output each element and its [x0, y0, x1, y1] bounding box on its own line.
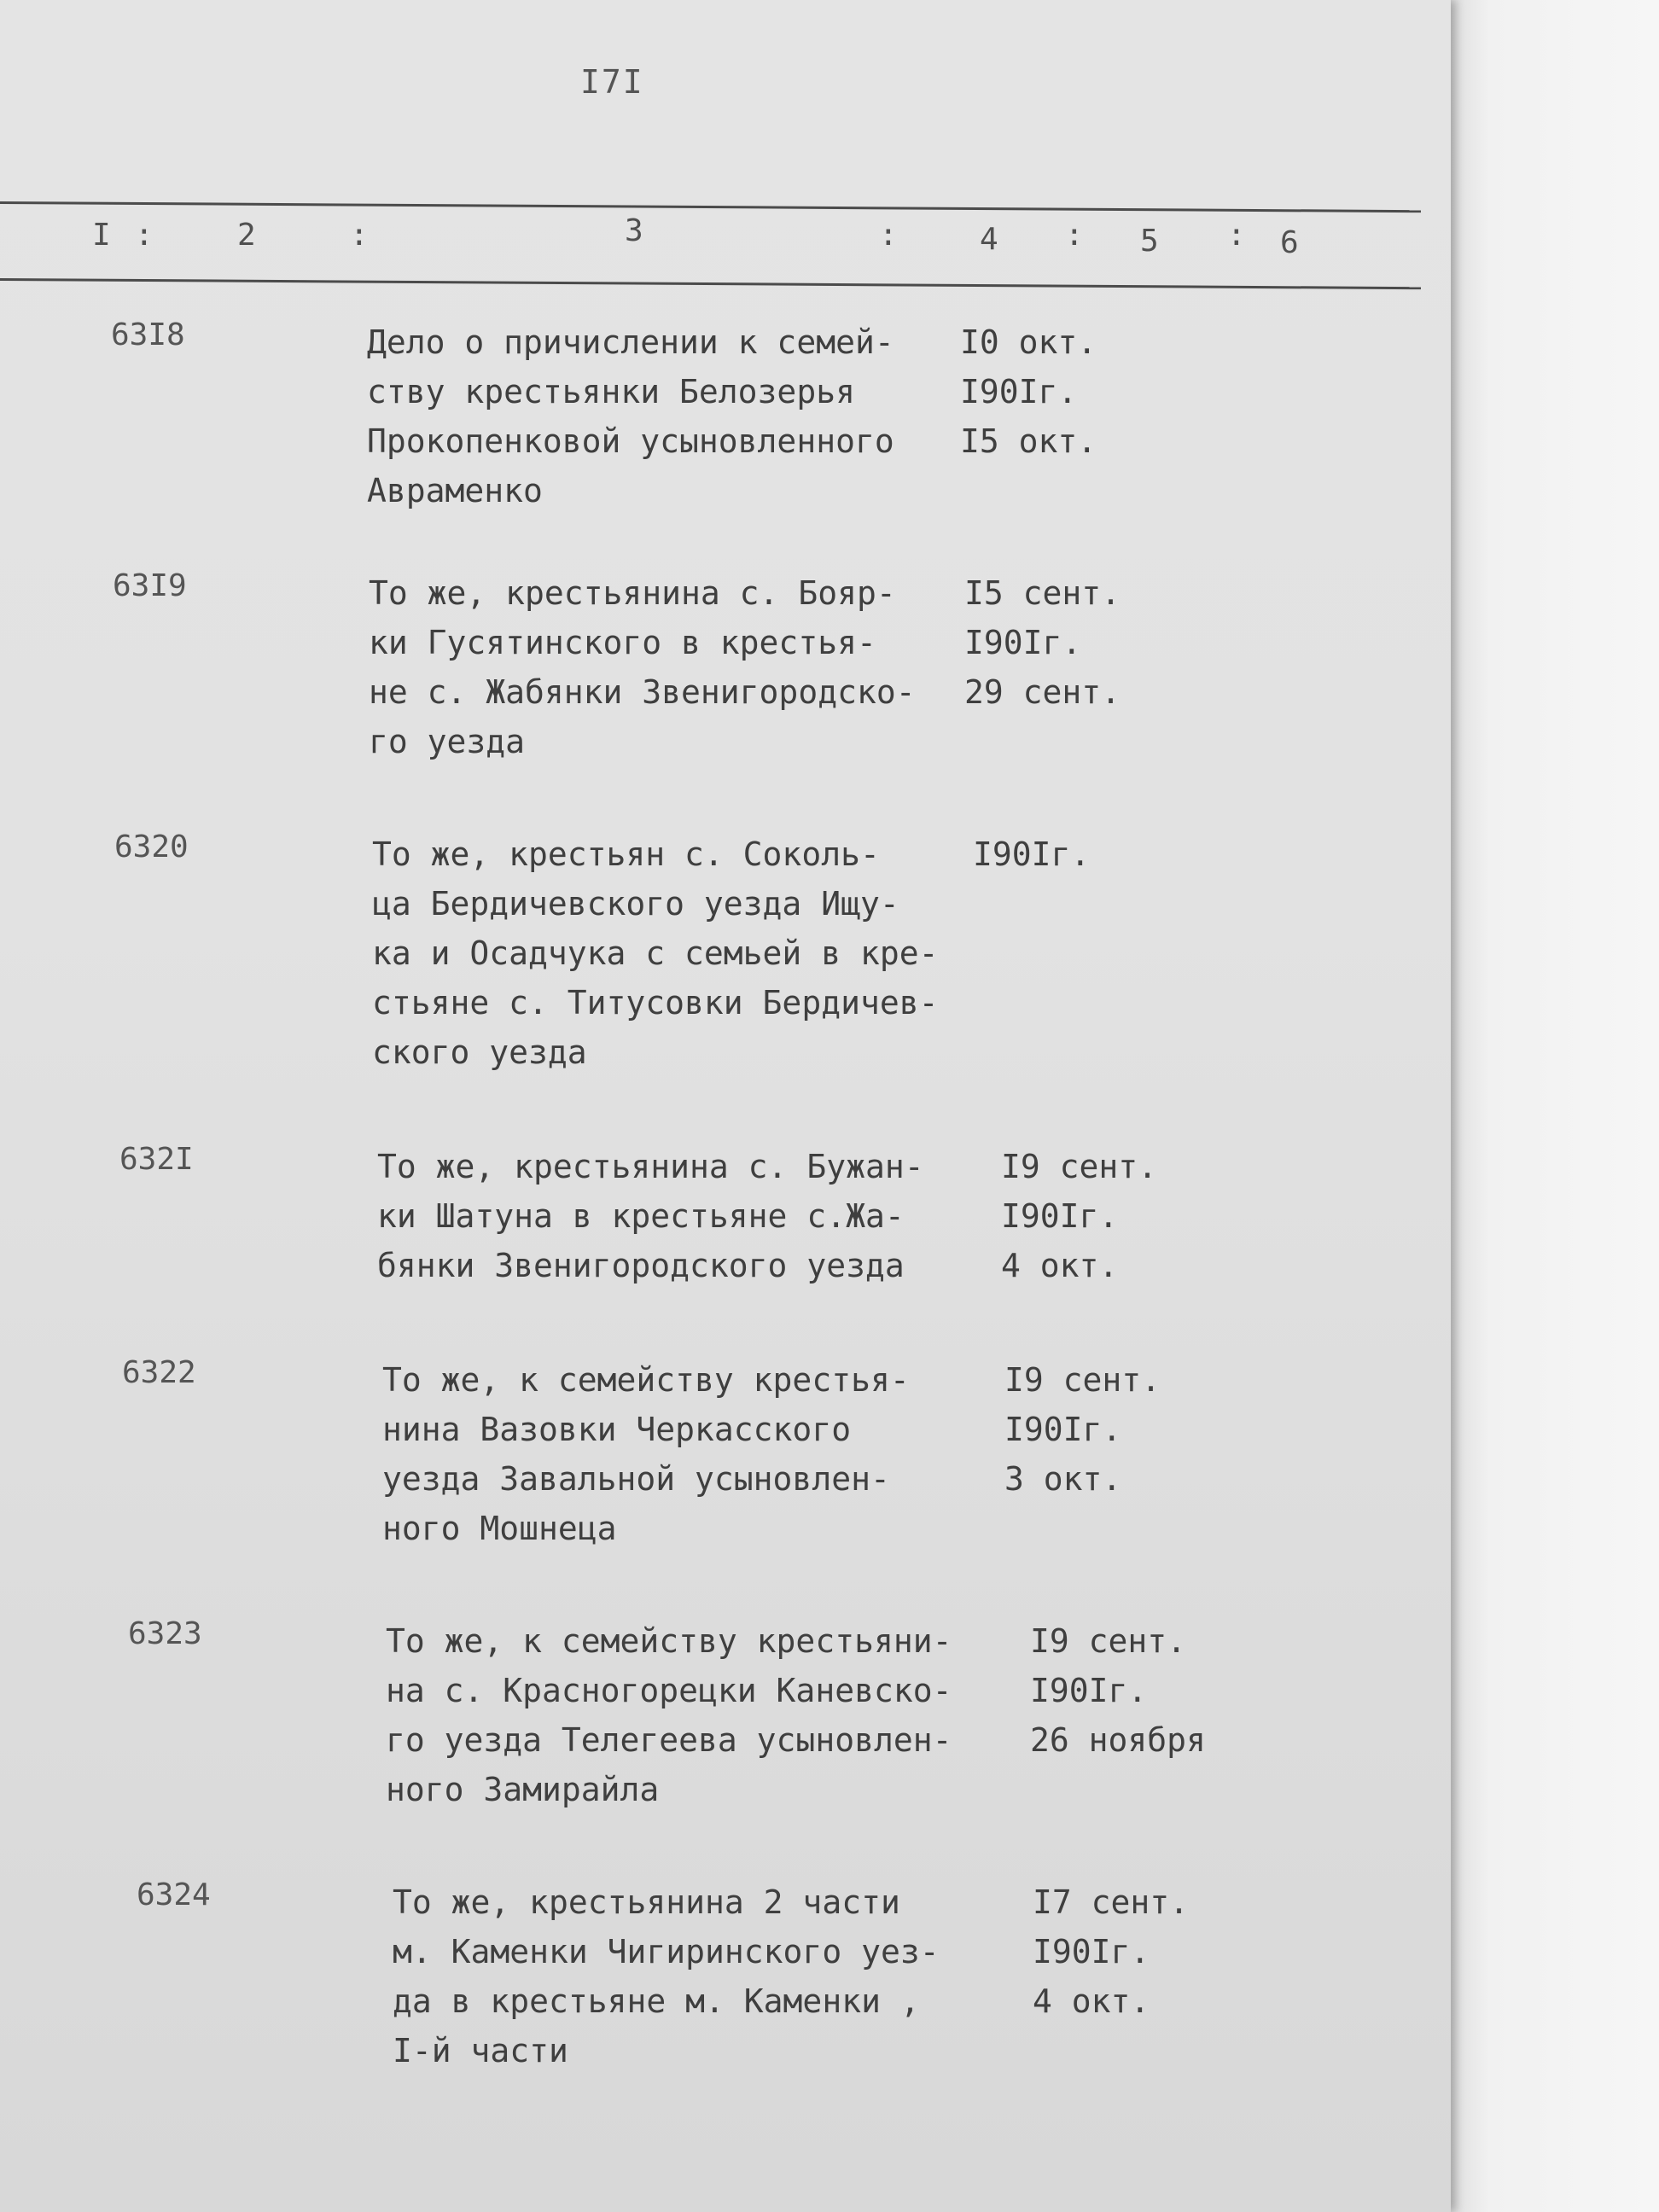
description-line: Дело о причислении к семей- — [367, 323, 894, 361]
page-number: I7I — [580, 63, 644, 101]
description-line: ного Мошнеца — [382, 1510, 617, 1547]
description-line: ского уезда — [372, 1033, 587, 1071]
date-line: I90Iг. — [973, 835, 1091, 873]
entry-dates — [1030, 1616, 1206, 1765]
description-line: То же, крестьян с. Соколь- — [372, 835, 880, 873]
description-line: бянки Звенигородского уезда — [377, 1247, 905, 1284]
date-line: I90Iг. — [1004, 1411, 1122, 1448]
background-surface — [1417, 0, 1659, 2212]
description-line: ца Бердичевского уезда Ищу- — [372, 885, 899, 923]
description-line: То же, к семейству крестьяни- — [386, 1622, 952, 1660]
entry-description — [367, 317, 894, 515]
description-line: да в крестьяне м. Каменки , — [393, 1982, 920, 2020]
date-line: I90Iг. — [964, 624, 1082, 661]
description-line: ки Шатуна в крестьяне с.Жа- — [377, 1197, 905, 1235]
date-line: I9 сент. — [1001, 1148, 1158, 1185]
description-line: Авраменко — [367, 472, 543, 509]
entry-number: 632I — [119, 1142, 194, 1177]
description-line: го уезда Телегеева усыновлен- — [386, 1721, 952, 1759]
entry-number: 6323 — [128, 1616, 202, 1651]
description-line: го уезда — [369, 723, 526, 760]
table-header-top-rule — [0, 201, 1421, 212]
description-line: ного Замирайла — [386, 1771, 660, 1808]
description-line: не с. Жабянки Звенигородско- — [369, 673, 916, 711]
description-line: То же, крестьянина 2 части — [393, 1883, 900, 1921]
column-separator: : — [350, 218, 369, 253]
date-line: I90Iг. — [1030, 1672, 1148, 1709]
date-line: I90Iг. — [1001, 1197, 1119, 1235]
date-line: 26 ноября — [1030, 1721, 1206, 1759]
description-line: То же, крестьянина с. Бужан- — [377, 1148, 924, 1185]
date-line: I5 окт. — [960, 422, 1097, 460]
date-line: I7 сент. — [1033, 1883, 1190, 1921]
description-line: ству крестьянки Белозерья — [367, 373, 855, 410]
date-line: I90Iг. — [960, 373, 1078, 410]
date-line: I5 сент. — [964, 574, 1121, 612]
column-header-2: 2 — [237, 218, 256, 253]
date-line: 29 сент. — [964, 673, 1121, 711]
date-line: 4 окт. — [1033, 1982, 1150, 2020]
date-line: 4 окт. — [1001, 1247, 1119, 1284]
description-line: м. Каменки Чигиринского уез- — [393, 1933, 940, 1970]
entry-number: 63I9 — [113, 568, 187, 603]
date-line: I90Iг. — [1033, 1933, 1150, 1970]
column-separator: : — [1227, 218, 1246, 253]
description-line: Прокопенковой усыновленного — [367, 422, 894, 460]
description-line: уезда Завальной усыновлен- — [382, 1460, 890, 1498]
description-line: нина Вазовки Черкасского — [382, 1411, 852, 1448]
entry-description — [372, 830, 938, 1077]
description-line: То же, крестьянина с. Бояр- — [369, 574, 896, 612]
column-header-6: 6 — [1280, 225, 1299, 260]
column-header-1: I — [92, 218, 111, 253]
description-line: на с. Красногорецки Каневско- — [386, 1672, 952, 1709]
description-line: ки Гусятинского в крестья- — [369, 624, 876, 661]
entry-dates — [960, 317, 1097, 466]
description-line: стьяне с. Титусовки Бердичев- — [372, 984, 939, 1022]
table-header-bottom-rule — [0, 278, 1421, 289]
description-line: ка и Осадчука с семьей в кре- — [372, 934, 939, 972]
entry-number: 6320 — [114, 830, 189, 864]
column-header-3: 3 — [625, 213, 643, 248]
entry-dates — [1004, 1355, 1161, 1504]
entry-number: 6322 — [122, 1355, 196, 1390]
entry-description — [369, 568, 916, 766]
entry-dates — [1001, 1142, 1157, 1290]
entry-description — [382, 1355, 910, 1553]
entry-description — [386, 1616, 952, 1814]
entry-number: 63I8 — [111, 317, 185, 352]
description-line: I-й части — [393, 2032, 568, 2069]
date-line: I9 сент. — [1030, 1622, 1187, 1660]
entry-description — [393, 1877, 940, 2075]
date-line: 3 окт. — [1004, 1460, 1122, 1498]
entry-dates — [964, 568, 1121, 717]
column-header-5: 5 — [1140, 224, 1159, 259]
column-separator: : — [1065, 218, 1084, 253]
date-line: I9 сент. — [1004, 1361, 1161, 1399]
column-separator: : — [135, 218, 154, 253]
entry-dates — [973, 830, 1090, 879]
column-header-4: 4 — [980, 222, 998, 257]
description-line: То же, к семейству крестья- — [382, 1361, 910, 1399]
date-line: I0 окт. — [960, 323, 1097, 361]
entry-description — [377, 1142, 924, 1290]
entry-number: 6324 — [137, 1877, 211, 1912]
entry-dates — [1033, 1877, 1189, 2026]
column-separator: : — [879, 218, 898, 253]
